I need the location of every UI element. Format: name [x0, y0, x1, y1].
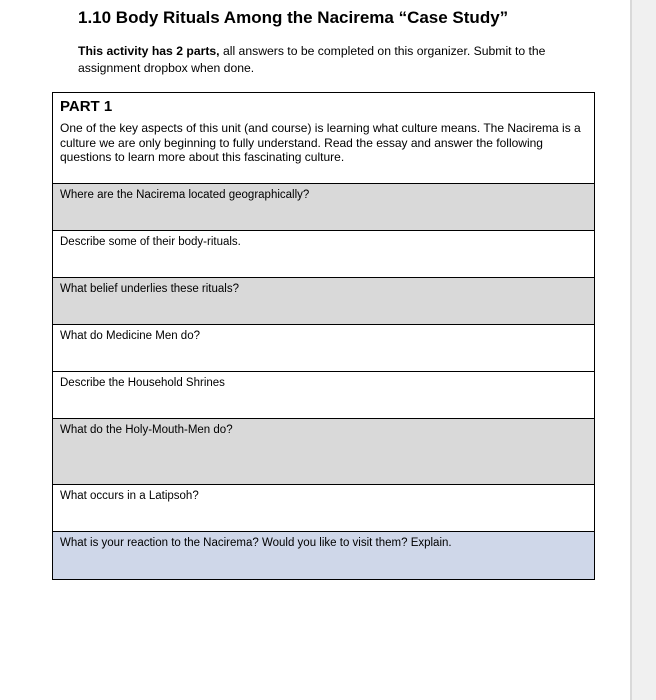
part1-title: PART 1 — [60, 98, 113, 115]
instructions-text: all answers to be completed on this organizer. Submit to the assignment dropbox when done. — [78, 44, 546, 75]
question-label: What is your reaction to the Nacirema? Would you like to visit them? Explain. — [60, 537, 452, 549]
part1-header — [53, 93, 594, 184]
question-label: What do the Holy-Mouth-Men do? — [60, 424, 233, 436]
instructions — [78, 43, 558, 77]
question-location[interactable] — [53, 184, 594, 231]
part1-description: One of the key aspects of this unit (and course) is learning what culture means. The Nacirema is a culture we are only beginning to fully understand. Read the essay and answer the following questions to learn more about this fascinating culture. — [60, 121, 581, 164]
page-edge-shadow — [630, 0, 656, 700]
question-label: Where are the Nacirema located geographically? — [60, 189, 310, 201]
question-label: What do Medicine Men do? — [60, 330, 200, 342]
page-title: 1.10 Body Rituals Among the Nacirema “Case Study” — [78, 8, 509, 27]
question-label: Describe some of their body-rituals. — [60, 236, 241, 248]
question-latipsoh[interactable] — [53, 485, 594, 532]
question-belief[interactable] — [53, 278, 594, 325]
question-reaction[interactable] — [53, 532, 594, 579]
question-medicine-men[interactable] — [53, 325, 594, 372]
question-body-rituals[interactable] — [53, 231, 594, 278]
question-household-shrines[interactable] — [53, 372, 594, 419]
part1-table — [52, 92, 595, 580]
question-label: What occurs in a Latipsoh? — [60, 490, 199, 502]
question-label: Describe the Household Shrines — [60, 377, 225, 389]
question-label: What belief underlies these rituals? — [60, 283, 239, 295]
instructions-bold: This activity has 2 parts, — [78, 44, 220, 58]
question-holy-mouth-men[interactable] — [53, 419, 594, 485]
